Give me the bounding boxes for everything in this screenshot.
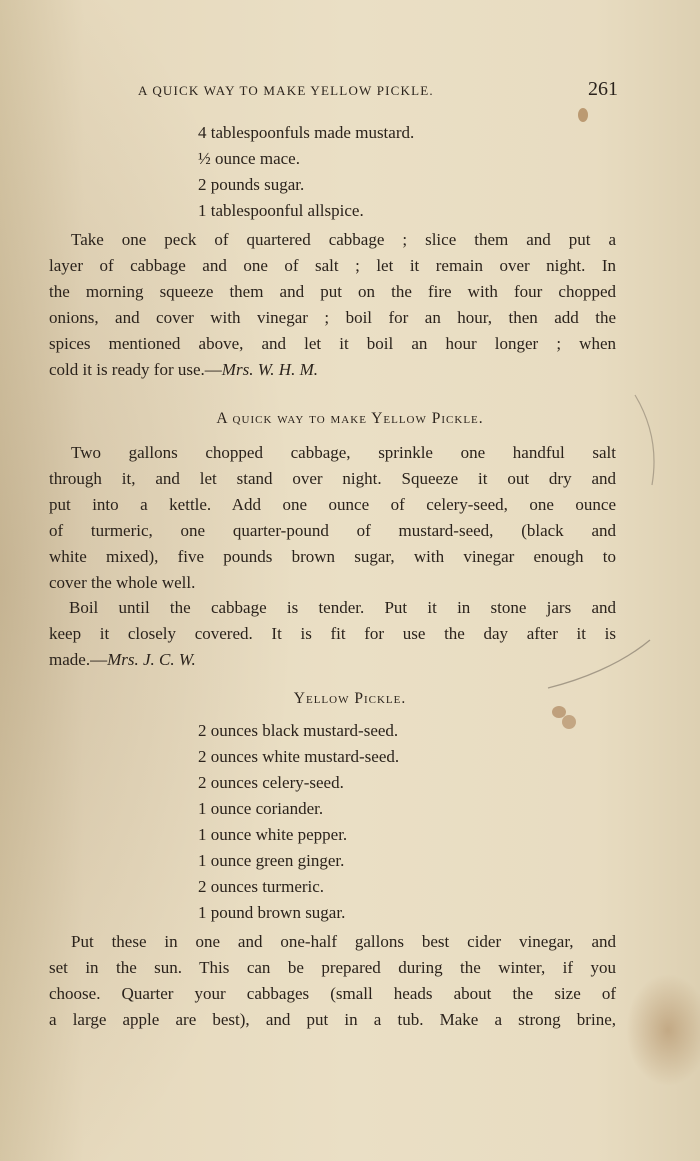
paragraph-line: choose. Quarter your cabbages (small heads about the size of <box>49 984 616 1003</box>
recipe-heading: Yellow Pickle. <box>293 690 407 707</box>
running-title: A QUICK WAY TO MAKE YELLOW PICKLE. <box>138 83 434 98</box>
list-item: 1 ounce white pepper. <box>198 825 348 844</box>
stain-mark <box>562 715 576 729</box>
paragraph-line: put into a kettle. Add one ounce of celery-seed, one ounce <box>49 495 616 514</box>
list-item: 1 ounce coriander. <box>198 799 324 818</box>
paragraph-line: white mixed), five pounds brown sugar, with vinegar enough to <box>49 547 616 566</box>
signature: Mrs. J. C. W. <box>107 650 196 669</box>
page-number: 261 <box>588 78 618 100</box>
paragraph-line: Take one peck of quartered cabbage ; slice them and put a <box>71 230 616 249</box>
paragraph-line: cold it is ready for use.—Mrs. W. H. M. <box>49 360 318 379</box>
page-header <box>48 78 618 104</box>
paragraph-line: a large apple are best), and put in a tub. Make a strong brine, <box>49 1010 616 1029</box>
paragraph-line: layer of cabbage and one of salt ; let it remain over night. In <box>49 256 616 275</box>
list-item: ½ ounce mace. <box>198 149 300 168</box>
paragraph-line: cover the whole well. <box>49 573 196 592</box>
list-item: 1 ounce green ginger. <box>198 851 345 870</box>
paragraph-line: onions, and cover with vinegar ; boil for an hour, then add the <box>49 308 616 327</box>
ingredient-list-1 <box>198 120 414 224</box>
recipe-paragraph-1 <box>49 227 616 383</box>
recipe-paragraph-4 <box>49 929 616 1033</box>
paragraph-line: Put these in one and one-half gallons best cider vinegar, and <box>71 932 616 951</box>
list-item: 2 pounds sugar. <box>198 175 305 194</box>
paragraph-line: the morning squeeze them and put on the fire with four chopped <box>49 282 616 301</box>
recipe-paragraph-2 <box>49 440 616 596</box>
signature: Mrs. W. H. M. <box>221 360 318 379</box>
paragraph-line: through it, and let stand over night. Squeeze it out dry and <box>49 469 616 488</box>
ingredient-list-2 <box>198 718 399 926</box>
paragraph-line: Boil until the cabbage is tender. Put it in stone jars and <box>69 598 616 617</box>
recipe-heading: A quick way to make Yellow Pickle. <box>216 410 484 427</box>
stain-mark <box>578 108 588 122</box>
recipe-paragraph-3 <box>49 595 616 673</box>
list-item: 2 ounces turmeric. <box>198 877 325 896</box>
paragraph-line: keep it closely covered. It is fit for use the day after it is <box>49 624 616 643</box>
paragraph-line: of turmeric, one quarter-pound of mustard-seed, (black and <box>49 521 616 540</box>
paragraph-line: spices mentioned above, and let it boil an hour longer ; when <box>49 334 616 353</box>
list-item: 4 tablespoonfuls made mustard. <box>198 123 415 142</box>
list-item: 2 ounces celery-seed. <box>198 773 344 792</box>
list-item: 1 pound brown sugar. <box>198 903 346 922</box>
paragraph-line: made.—Mrs. J. C. W. <box>49 650 196 669</box>
paragraph-line: Two gallons chopped cabbage, sprinkle one handful salt <box>71 443 616 462</box>
list-item: 2 ounces black mustard-seed. <box>198 721 399 740</box>
paragraph-line: set in the sun. This can be prepared during the winter, if you <box>49 958 616 977</box>
list-item: 2 ounces white mustard-seed. <box>198 747 400 766</box>
list-item: 1 tablespoonful allspice. <box>198 201 364 220</box>
